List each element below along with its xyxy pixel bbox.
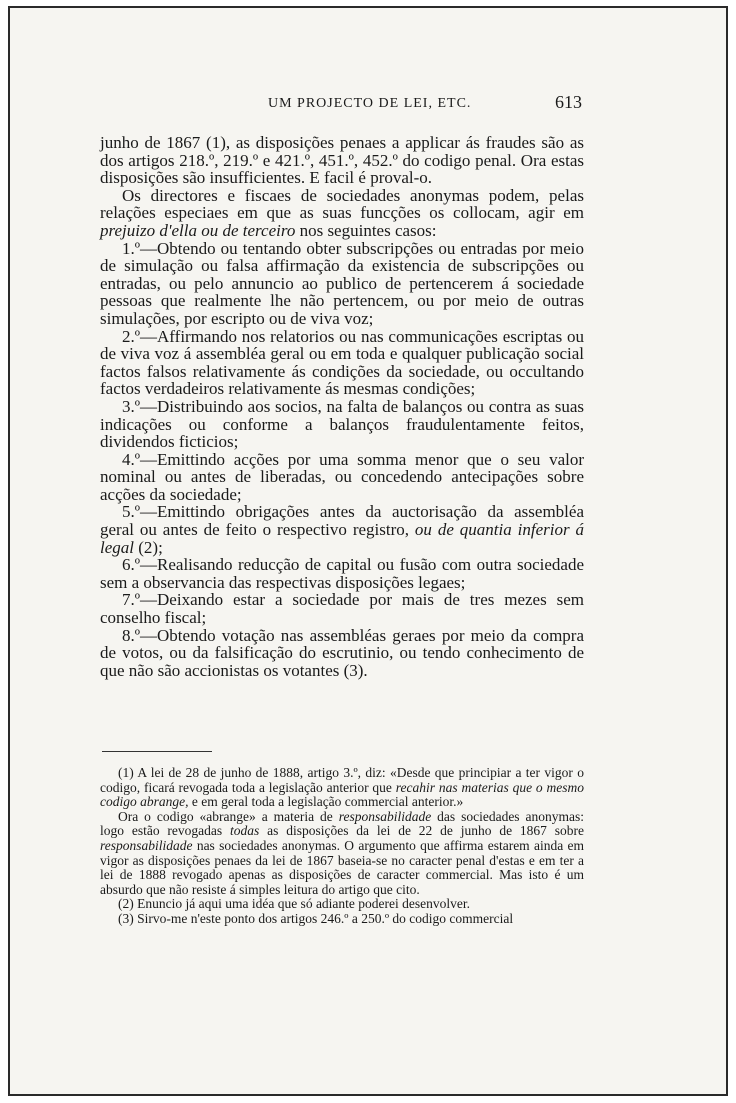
fn1-text: (1) A lei de 28 de junho de 1888, artigo 3.º, diz: «Desde que principiar a ter vigor o codigo, ficará revogada toda a legislação anterior que <box>100 765 584 795</box>
list-item-5 <box>100 503 584 556</box>
list-item-2: 2.º—Affirmando nos relatorios ou nas communicações escriptas ou de viva voz á assembléa geral ou em toda e qualquer publicação social factos falsos relativamente ás condições da sociedade, ou occultando factos verdadeiros relativamente ás mesmas condições; <box>100 326 584 399</box>
list-item-6: 6.º—Realisando reducção de capital ou fusão com outra sociedade sem a observancia das respectivas disposições legaes; <box>100 555 584 592</box>
fn1-text-end: e em geral toda a legislação commercial anterior.» <box>191 794 464 810</box>
footnote-3: (3) Sirvo-me n'este ponto dos artigos 246.º a 250.º do codigo commercial <box>118 910 514 926</box>
fn1c-italic-3: responsabilidade <box>100 837 193 853</box>
fn1c-italic-2: todas <box>230 823 260 839</box>
paragraph-intro <box>100 187 584 240</box>
footnote-1-continued <box>100 810 584 898</box>
running-title: UM PROJECTO DE LEI, ETC. <box>268 96 472 111</box>
fn1c-text-b: das sociedades anonymas: logo estão revogadas <box>100 808 584 839</box>
fn1c-text-d: nas sociedades anonymas. O argumento que affirma estarem ainda em vigor as disposições penaes da lei de 1867 baseia-se no caracter penal d'estas e em ter a lei de 1888 revogado apenas as disposições de caracter commercial. Mas isto é um absurdo que não resiste á simples leitura do artigo que cito. <box>100 837 585 897</box>
list-item-7: 7.º—Deixando estar a sociedade por mais de tres mezes sem conselho fiscal; <box>100 590 584 628</box>
fn1c-text-c: as disposições da lei de 22 de junho de 1867 sobre <box>267 823 584 839</box>
list-item-8: 8.º—Obtendo votação nas assembléas geraes por meio da compra de votos, ou da falsificação do escrutinio, ou tendo conhecimento de que não são accionistas os votantes (3). <box>100 625 584 680</box>
footnotes <box>100 766 584 927</box>
fn1c-text-a: Ora o codigo «abrange» a materia de <box>118 808 333 824</box>
intro-text: Os directores e fiscaes de sociedades anonymas podem, pelas relações especiaes em que as suas funcções os collocam, agir em <box>100 185 584 223</box>
item5-text: 5.º—Emittindo obrigações antes da auctorisação da assembléa geral ou antes de feito o respectivo registro, <box>100 502 584 540</box>
footnote-1 <box>100 766 584 810</box>
fn1c-italic-1: responsabilidade <box>338 808 432 824</box>
list-item-1: 1.º—Obtendo ou tentando obter subscripções ou entradas por meio de simulação ou falsa affirmação da existencia de subscripções ou entradas, ou pelo annuncio ao publico de pertencerem á sociedade pessoas que realmente lhe não pertencem, ou por meio de outras simulações, por escripto ou de viva voz; <box>100 238 584 328</box>
list-item-3: 3.º—Distribuindo aos socios, na falta de balanços ou contra as suas indicações ou conforme a balanços fraudulentamente feitos, dividendos ficticios; <box>100 396 584 452</box>
item5-ref: (2); <box>138 537 163 557</box>
paragraph-continuation: junho de 1867 (1), as disposições penaes a applicar ás fraudes são as dos artigos 218.º, 219.º e 421.º, 451.º, 452.º do codigo penal. Ora estas disposições são insufficientes. E facil é proval-o. <box>100 133 584 188</box>
footnote-rule <box>102 751 212 752</box>
scanned-page <box>8 6 728 1096</box>
intro-italic: prejuizo d'ella ou de terceiro <box>100 220 296 240</box>
main-text <box>100 134 584 679</box>
page-number: 613 <box>555 92 582 112</box>
running-header <box>106 92 582 118</box>
fn1-italic: recahir nas materias que o mesmo codigo abrange, <box>100 779 585 810</box>
list-item-4: 4.º—Emittindo acções por uma somma menor que o seu valor nominal ou antes de liberadas, ou concedendo antecipações sobre acções da sociedade; <box>100 449 584 504</box>
item5-italic: ou de quantia inferior á legal <box>100 520 584 557</box>
footnote-2: (2) Enuncio já aqui uma idéa que só adiante poderei desenvolver. <box>118 896 471 912</box>
intro-text-end: nos seguintes casos: <box>299 220 437 240</box>
